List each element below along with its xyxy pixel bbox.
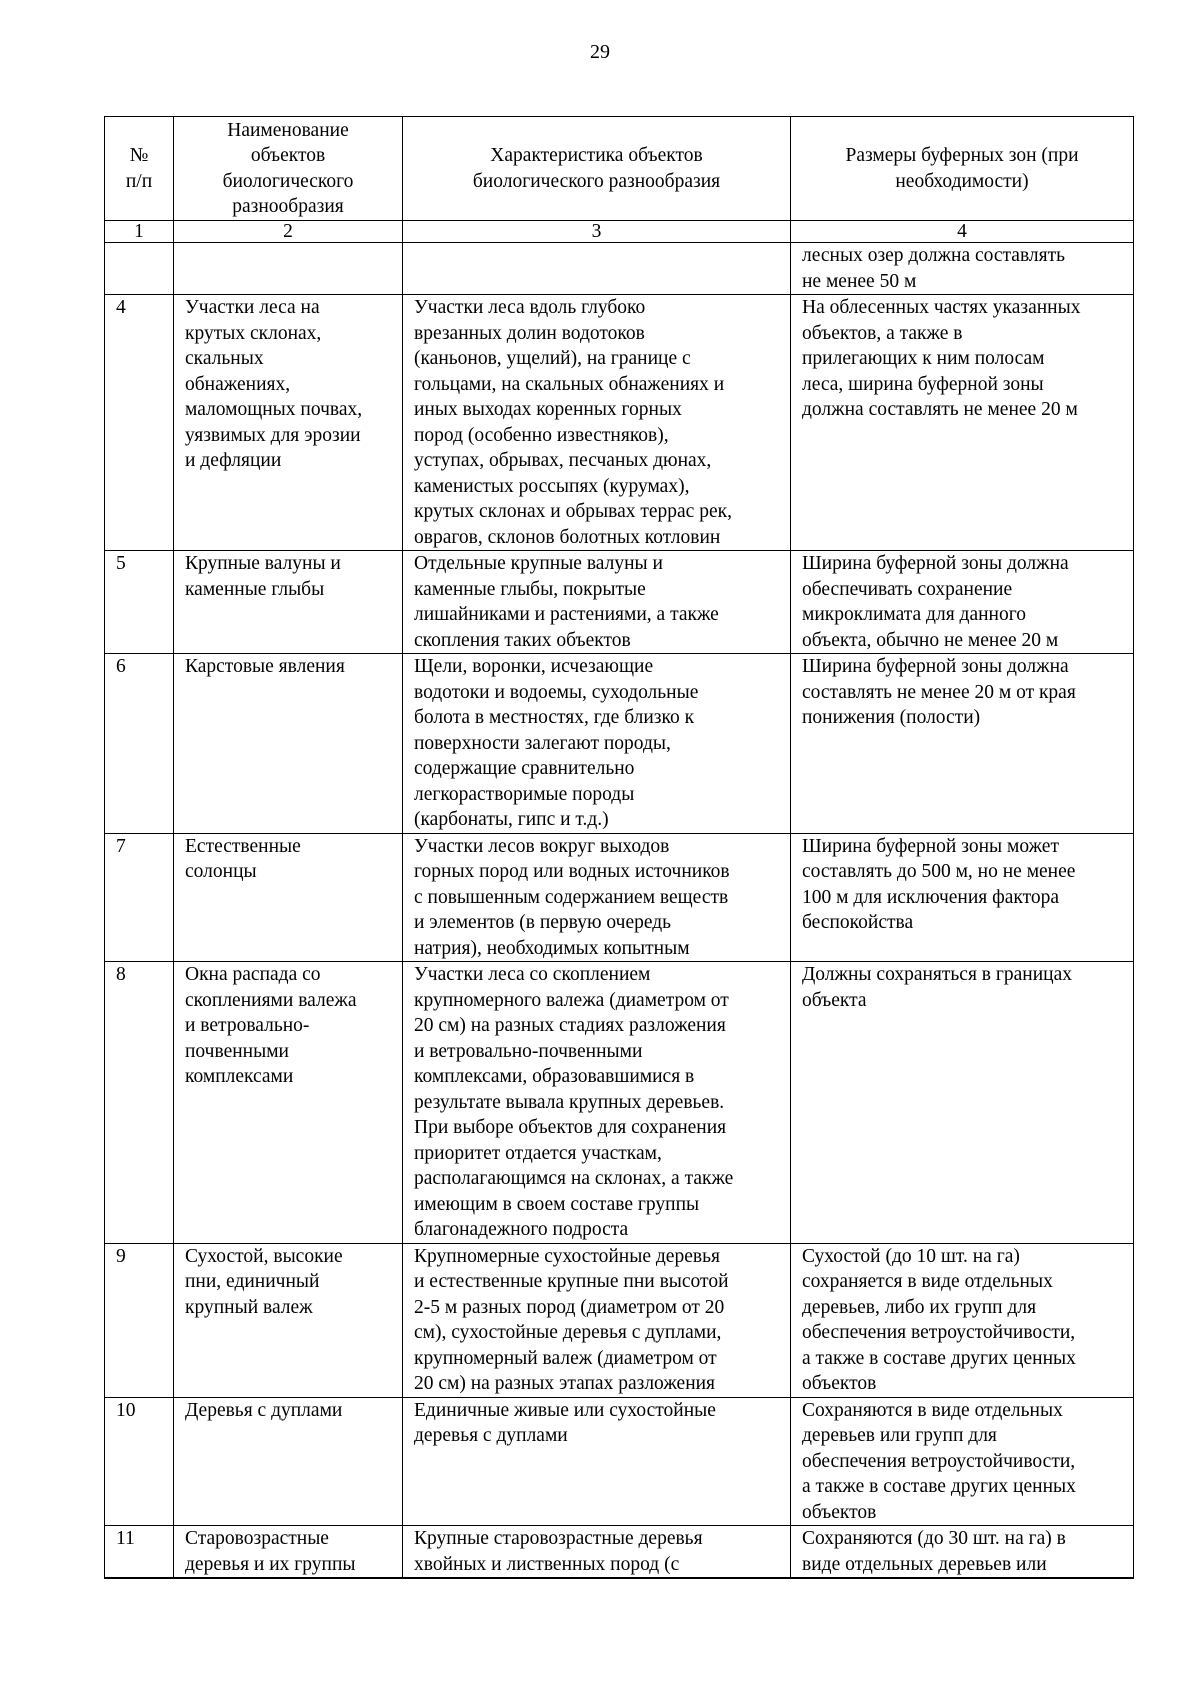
- object-characteristic: Участки леса со скоплением крупномерного валежа (диаметром от 20 см) на разных стадиях разложения и ветровально-почвенными комплексами, образовавшимися в результате вывала крупных деревьев. При выборе объектов для сохранения приоритет отдается участкам, располагающимся на склонах, а также имеющим в своем составе группы благонадежного подроста: [403, 962, 791, 1244]
- header-characteristic: Характеристика объектов биологического разнообразия: [403, 117, 791, 221]
- object-characteristic: Участки леса вдоль глубоко врезанных долин водотоков (каньонов, ущелий), на границе с гольцами, на скальных обнажениях и иных выходах коренных горных пород (особенно известняков), уступах, обрывах, песчаных дюнах, каменистых россыпях (курумах), крутых склонах и обрывах террас рек, оврагов, склонов болотных котловин: [403, 295, 791, 551]
- column-number: 2: [174, 221, 403, 243]
- object-characteristic: [403, 243, 791, 295]
- object-name: Деревья с дуплами: [174, 1397, 403, 1526]
- buffer-zone: Ширина буферной зоны должна составлять не менее 20 м от края понижения (полости): [791, 654, 1134, 834]
- buffer-zone: [791, 1578, 1134, 1579]
- row-number: 11: [105, 1526, 174, 1578]
- object-characteristic: Отдельные крупные валуны и каменные глыбы, покрытые лишайниками и растениями, а также скопления таких объектов: [403, 551, 791, 654]
- row-number: [105, 243, 174, 295]
- table-row: [105, 833, 1134, 962]
- row-number: 8: [105, 962, 174, 1244]
- buffer-zone: На облесенных частях указанных объектов, а также в прилегающих к ним полосам леса, ширина буферной зоны должна составлять не менее 20 м: [791, 295, 1134, 551]
- object-characteristic: Участки лесов вокруг выходов горных пород или водных источников с повышенным содержанием веществ и элементов (в первую очередь натрия), необходимых копытным: [403, 833, 791, 962]
- object-name: [174, 243, 403, 295]
- object-name: Старовозрастные деревья и их группы: [174, 1526, 403, 1578]
- header-object-name: Наименование объектов биологического разнообразия: [174, 117, 403, 221]
- table-row: [105, 243, 1134, 295]
- buffer-zone: лесных озер должна составлять не менее 50 м: [791, 243, 1134, 295]
- row-number: 6: [105, 654, 174, 834]
- table-row: [105, 295, 1134, 551]
- buffer-zone: Должны сохраняться в границах объекта: [791, 962, 1134, 1244]
- buffer-zone: Ширина буферной зоны может составлять до 500 м, но не менее 100 м для исключения фактора беспокойства: [791, 833, 1134, 962]
- object-characteristic: Единичные живые или сухостойные деревья с дуплами: [403, 1397, 791, 1526]
- row-number: 7: [105, 833, 174, 962]
- header-buffer-zone: Размеры буферных зон (при необходимости): [791, 117, 1134, 221]
- object-name: Сухостой, высокие пни, единичный крупный валеж: [174, 1243, 403, 1397]
- row-number: [105, 1578, 174, 1579]
- row-number: 9: [105, 1243, 174, 1397]
- object-name: Крупные валуны и каменные глыбы: [174, 551, 403, 654]
- row-number: 5: [105, 551, 174, 654]
- table-row: [105, 1578, 1134, 1579]
- row-number: 10: [105, 1397, 174, 1526]
- object-name: Естественные солонцы: [174, 833, 403, 962]
- column-number-row: [105, 221, 1134, 243]
- column-number: 3: [403, 221, 791, 243]
- row-number: 4: [105, 295, 174, 551]
- buffer-zone: Сохраняются в виде отдельных деревьев или групп для обеспечения ветроустойчивости, а также в составе других ценных объектов: [791, 1397, 1134, 1526]
- header-number: № п/п: [105, 117, 174, 221]
- table-row: [105, 1397, 1134, 1526]
- object-name: Участки леса на крутых склонах, скальных обнажениях, маломощных почвах, уязвимых для эрозии и дефляции: [174, 295, 403, 551]
- table-header-row: [105, 117, 1134, 221]
- table-row: [105, 1526, 1134, 1578]
- object-characteristic: Крупномерные сухостойные деревья и естественные крупные пни высотой 2-5 м разных пород (диаметром от 20 см), сухостойные деревья с дуплами, крупномерный валеж (диаметром от 20 см) на разных этапах разложения: [403, 1243, 791, 1397]
- buffer-zone: Сохраняются (до 30 шт. на га) в виде отдельных деревьев или: [791, 1526, 1134, 1578]
- table-row: [105, 654, 1134, 834]
- table-row: [105, 1243, 1134, 1397]
- buffer-zone: Сухостой (до 10 шт. на га) сохраняется в виде отдельных деревьев, либо их групп для обеспечения ветроустойчивости, а также в составе других ценных объектов: [791, 1243, 1134, 1397]
- column-number: 4: [791, 221, 1134, 243]
- table-row: [105, 962, 1134, 1244]
- object-characteristic: Крупные старовозрастные деревья хвойных и лиственных пород (с: [403, 1526, 791, 1578]
- object-name: [174, 1578, 403, 1579]
- object-name: Карстовые явления: [174, 654, 403, 834]
- column-number: 1: [105, 221, 174, 243]
- page-number: 29: [590, 41, 610, 63]
- object-characteristic: [403, 1578, 791, 1579]
- table-row: [105, 551, 1134, 654]
- buffer-zone: Ширина буферной зоны должна обеспечивать сохранение микроклимата для данного объекта, обычно не менее 20 м: [791, 551, 1134, 654]
- object-characteristic: Щели, воронки, исчезающие водотоки и водоемы, суходольные болота в местностях, где близко к поверхности залегают породы, содержащие сравнительно легкорастворимые породы (карбонаты, гипс и т.д.): [403, 654, 791, 834]
- object-name: Окна распада со скоплениями валежа и ветровально- почвенными комплексами: [174, 962, 403, 1244]
- biodiversity-table: [104, 116, 1134, 1579]
